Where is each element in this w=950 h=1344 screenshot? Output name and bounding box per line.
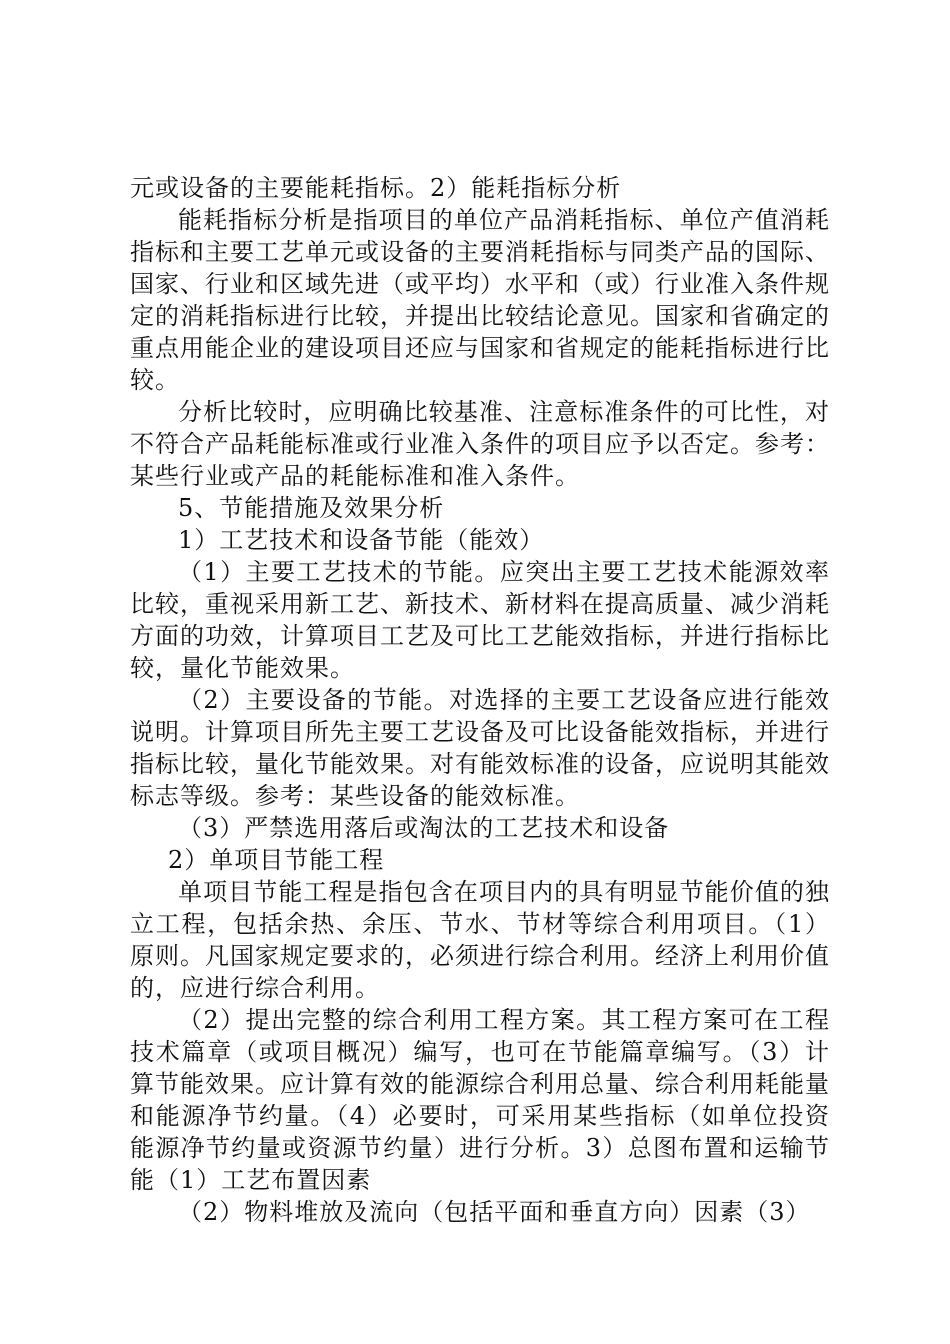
- paragraph-energy-index-analysis: 能耗指标分析是指项目的单位产品消耗指标、单位产值消耗指标和主要工艺单元或设备的主要消耗指标与同类产品的国际、国家、行业和区域先进（或平均）水平和（或）行业准入条件规定的消耗指标进行比较，并提出比较结论意见。国家和省确定的重点用能企业的建设项目还应与国家和省规定的能耗指标进行比较。: [130, 206, 830, 394]
- paragraph-comparison: 分析比较时，应明确比较基准、注意标准条件的可比性，对不符合产品耗能标准或行业准入条件的项目应予以否定。参考：某些行业或产品的耗能标准和准入条件。: [130, 398, 830, 490]
- heading-subsection-2: 2）单项目节能工程: [168, 846, 385, 874]
- paragraph-material-storage: （2）物料堆放及流向（包括平面和垂直方向）因素（3）: [178, 1198, 811, 1226]
- paragraph-single-project: 单项目节能工程是指包含在项目内的具有明显节能价值的独立工程，包括余热、余压、节水、节材等综合利用项目。（1）原则。凡国家规定要求的，必须进行综合利用。经济上利用价值的，应进行综合利用。: [130, 878, 830, 1002]
- paragraph-process-tech: （1）主要工艺技术的节能。应突出主要工艺技术能源效率比较，重视采用新工艺、新技术、新材料在提高质量、减少消耗方面的功效，计算项目工艺及可比工艺能效指标，并进行指标比较，量化节能效果。: [130, 558, 830, 682]
- paragraph-utilization-plan: （2）提出完整的综合利用工程方案。其工程方案可在工程技术篇章（或项目概况）编写，也可在节能篇章编写。（3）计算节能效果。应计算有效的能源综合利用总量、综合利用耗能量和能源净节约量。（4）必要时，可采用某些指标（如单位投资能源净节约量或资源节约量）进行分析。3）总图布置和运输节能（1）工艺布置因素: [130, 1006, 830, 1194]
- paragraph-prohibition: （3）严禁选用落后或淘汰的工艺技术和设备: [178, 814, 670, 842]
- heading-subsection-1: 1）工艺技术和设备节能（能效）: [178, 526, 545, 554]
- paragraph-equipment: （2）主要设备的节能。对选择的主要工艺设备应进行能效说明。计算项目所先主要工艺设备及可比设备能效指标，并进行指标比较，量化节能效果。对有能效标准的设备，应说明其能效标志等级。参考：某些设备的能效标准。: [130, 686, 830, 810]
- document-body: [130, 172, 830, 1228]
- heading-section-5: 5、节能措施及效果分析: [178, 494, 445, 522]
- paragraph-continuation: 元或设备的主要能耗指标。2）能耗指标分析: [130, 174, 622, 202]
